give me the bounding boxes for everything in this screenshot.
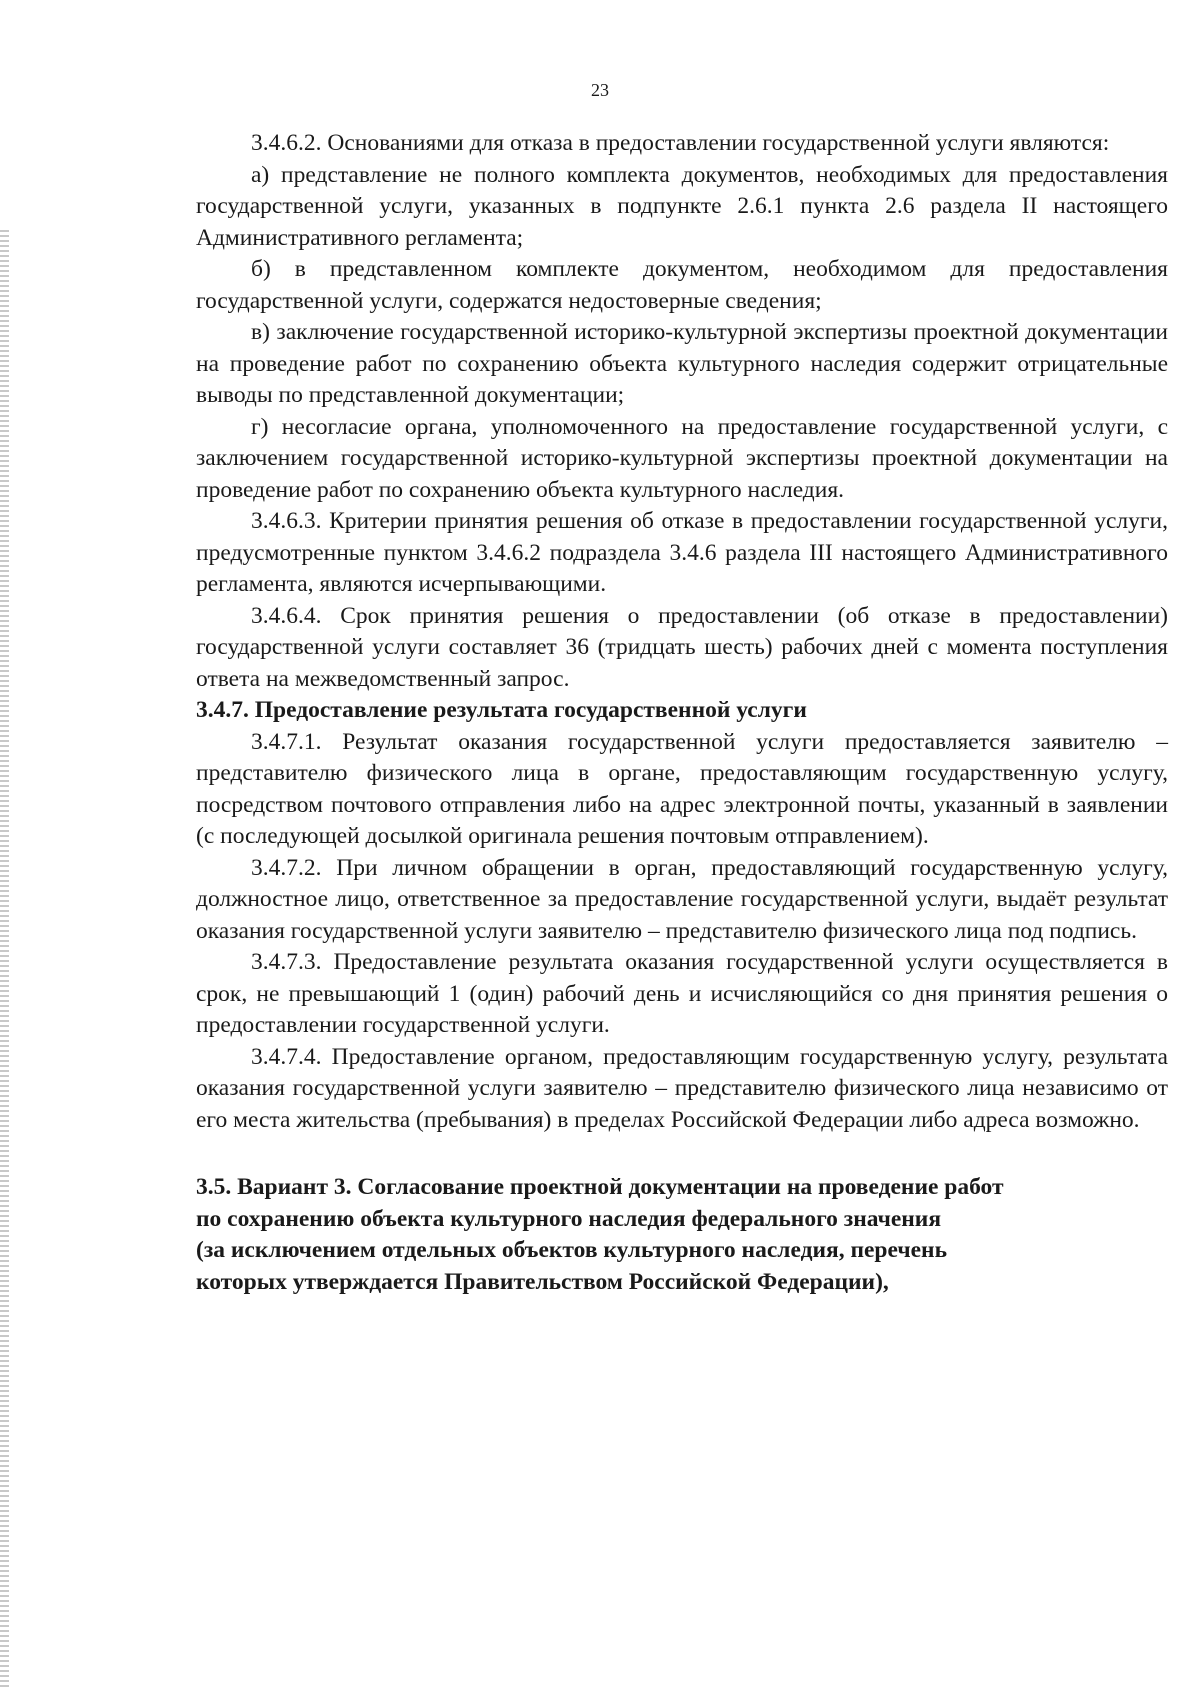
section-heading-line: которых утверждается Правительством Российской Федерации), [196, 1268, 889, 1295]
page-number: 23 [591, 80, 609, 100]
document-body [196, 128, 1168, 1298]
paragraph-3-4-6-2: 3.4.6.2. Основаниями для отказа в предоставлении государственной услуги являются: [251, 130, 1110, 156]
section-heading-line: (за исключением отдельных объектов культурного наследия, перечень [196, 1237, 947, 1263]
paragraph-3-4-7-1: 3.4.7.1. Результат оказания государственной услуги предоставляется заявителю – представителю физического лица в органе, предоставляющим государственную услугу, посредством почтового отправления либо на адрес электронной почты, указанный в заявлении (с последующей досылкой оригинала решения почтовым отправлением). [196, 728, 1168, 849]
section-heading-line: по сохранению объекта культурного наследия федерального значения [196, 1205, 942, 1232]
paragraph-3-4-7-3: 3.4.7.3. Предоставление результата оказания государственной услуги осуществляется в срок, не превышающий 1 (один) рабочий день и исчисляющийся со дня принятия решения о предоставлении государственной услуги. [196, 949, 1168, 1038]
paragraph-3-4-7-2: 3.4.7.2. При личном обращении в орган, предоставляющий государственную услугу, должностное лицо, ответственное за предоставление государственной услуги, выдаёт результат оказания государственной услуги заявителю – представителю физического лица под подпись. [196, 854, 1168, 944]
paragraph-3-4-6-3: 3.4.6.3. Критерии принятия решения об отказе в предоставлении государственной услуги, предусмотренные пунктом 3.4.6.2 подраздела 3.4.6 раздела III настоящего Административного регламента, являются исчерпывающими. [196, 508, 1168, 597]
paragraph-3-4-7-4: 3.4.7.4. Предоставление органом, предоставляющим государственную услугу, результата оказания государственной услуги заявителю – представителю физического лица независимо от его места жительства (пребывания) в пределах Российской Федерации либо адреса возможно. [196, 1043, 1168, 1133]
paragraph-item-b: б) в представленном комплекте документом, необходимом для предоставления государственной услуги, содержатся недостоверные сведения; [196, 256, 1168, 314]
paragraph-item-a: а) представление не полного комплекта документов, необходимых для предоставления государственной услуги, указанных в подпункте 2.6.1 пункта 2.6 раздела II настоящего Административного регламента; [196, 161, 1168, 251]
paragraph-3-4-6-4: 3.4.6.4. Срок принятия решения о предоставлении (об отказе в предоставлении) государственной услуги составляет 36 (тридцать шесть) рабочих дней с момента поступления ответа на межведомственный запрос. [196, 602, 1168, 692]
scan-edge-artifact [0, 230, 9, 1690]
section-heading-line: 3.5. Вариант 3. Согласование проектной документации на проведение работ [196, 1174, 1004, 1200]
paragraph-item-g: г) несогласие органа, уполномоченного на предоставление государственной услуги, с заключением государственной историко-культурной экспертизы проектной документации на проведение работ по сохранению объекта культурного наследия. [196, 413, 1168, 503]
paragraph-item-v: в) заключение государственной историко-культурной экспертизы проектной документации на проведение работ по сохранению объекта культурного наследия содержит отрицательные выводы по представленной документации; [196, 319, 1168, 408]
section-heading-3-4-7: 3.4.7. Предоставление результата государственной услуги [196, 697, 807, 723]
section-heading-3-5 [196, 1172, 1168, 1298]
